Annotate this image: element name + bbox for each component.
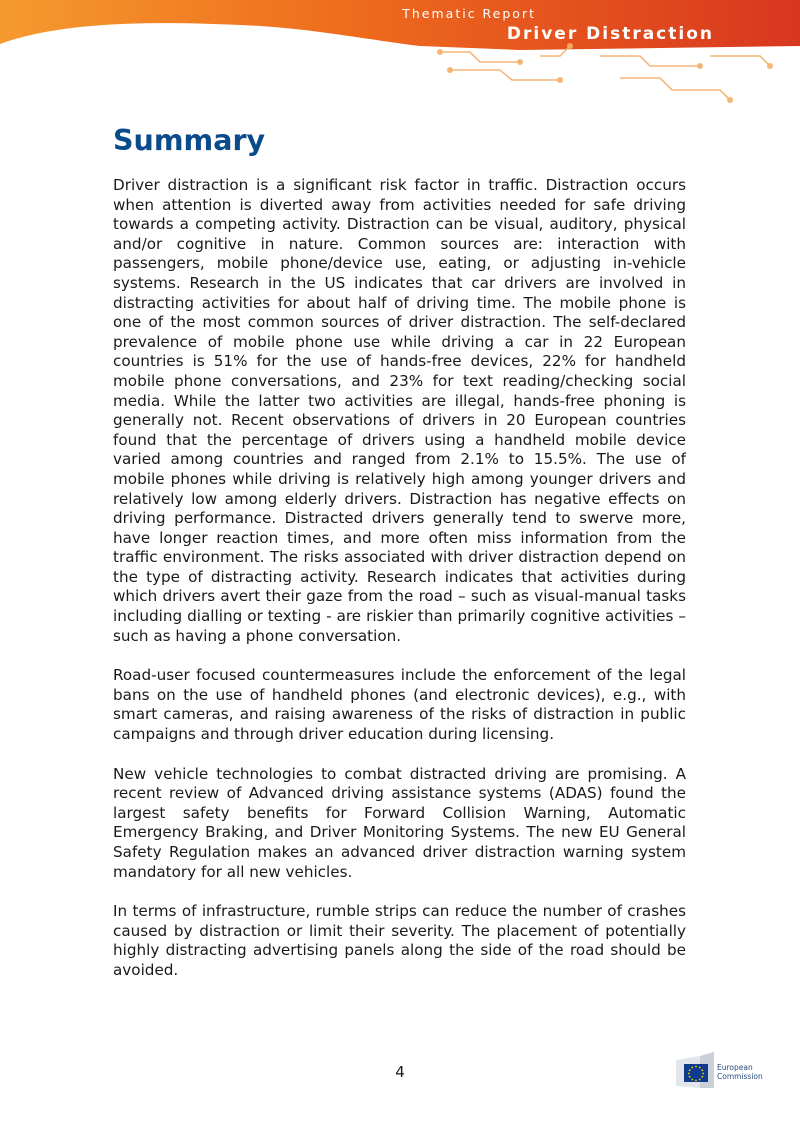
section-heading: Summary [113,124,266,157]
logo-line-1: European [717,1063,753,1072]
european-commission-wordmark [717,1063,763,1081]
report-kicker: Thematic Report [402,6,536,21]
paragraph-4: In terms of infrastructure, rumble strips can reduce the number of crashes caused by distraction or limit their severity. The placement of potentially highly distracting advertising panels along the side of the road should be avoided. [113,902,686,979]
paragraph-2: Road-user focused countermeasures include the enforcement of the legal bans on the use of handheld phones (and electronic devices), e.g., with smart cameras, and raising awareness of the risks of distraction in public campaigns and through driver education during licensing. [113,666,686,744]
paragraph-3: New vehicle technologies to combat distracted driving are promising. A recent review of Advanced driving assistance systems (ADAS) found the largest safety benefits for Forward Collision Warning, Automatic Emergency Braking, and Driver Monitoring Systems. The new EU General Safety Regulation makes an advanced driver distraction warning system mandatory for all new vehicles. [113,764,686,881]
logo-line-2: Commission [717,1072,763,1081]
report-title: Driver Distraction [506,24,714,44]
summary-section [113,124,686,1001]
paragraph-1: Driver distraction is a significant risk factor in traffic. Distraction occurs when attention is diverted away from activities needed for safe driving towards a competing activity. Distraction can be visual, auditory, physical and/or cognitive in nature. Common sources are: interaction with passengers, mobile phone/device use, eating, or adjusting in-vehicle systems. Research in the US indicates that car drivers are involved in distracting activities for about half of driving time. The mobile phone is one of the most common sources of driver distraction. The self-declared prevalence of mobile phone use while driving a car in 22 European countries is 51% for the use of hands-free devices, 22% for handheld mobile phone conversations, and 23% for text reading/checking social media. While the latter two activities are illegal, hands-free phoning is generally not. Recent observations of drivers in 20 European countries found that the percentage of drivers using a handheld mobile device varied among countries and ranged from 2.1% to 15.5%. The use of mobile phones while driving is relatively high among younger drivers and relatively low among elderly drivers. Distraction has negative effects on driving performance. Distracted drivers generally tend to swerve more, have longer reaction times, and more often miss information from the traffic environment. The risks associated with driver distraction depend on the type of distracting activity. Research indicates that activities during which drivers avert their gaze from the road – such as visual-manual tasks including dialling or texting - are riskier than primarily cognitive activities – such as having a phone conversation. [113,176,686,645]
page-number: 4 [395,1063,405,1081]
circuit-decoration [440,46,770,100]
